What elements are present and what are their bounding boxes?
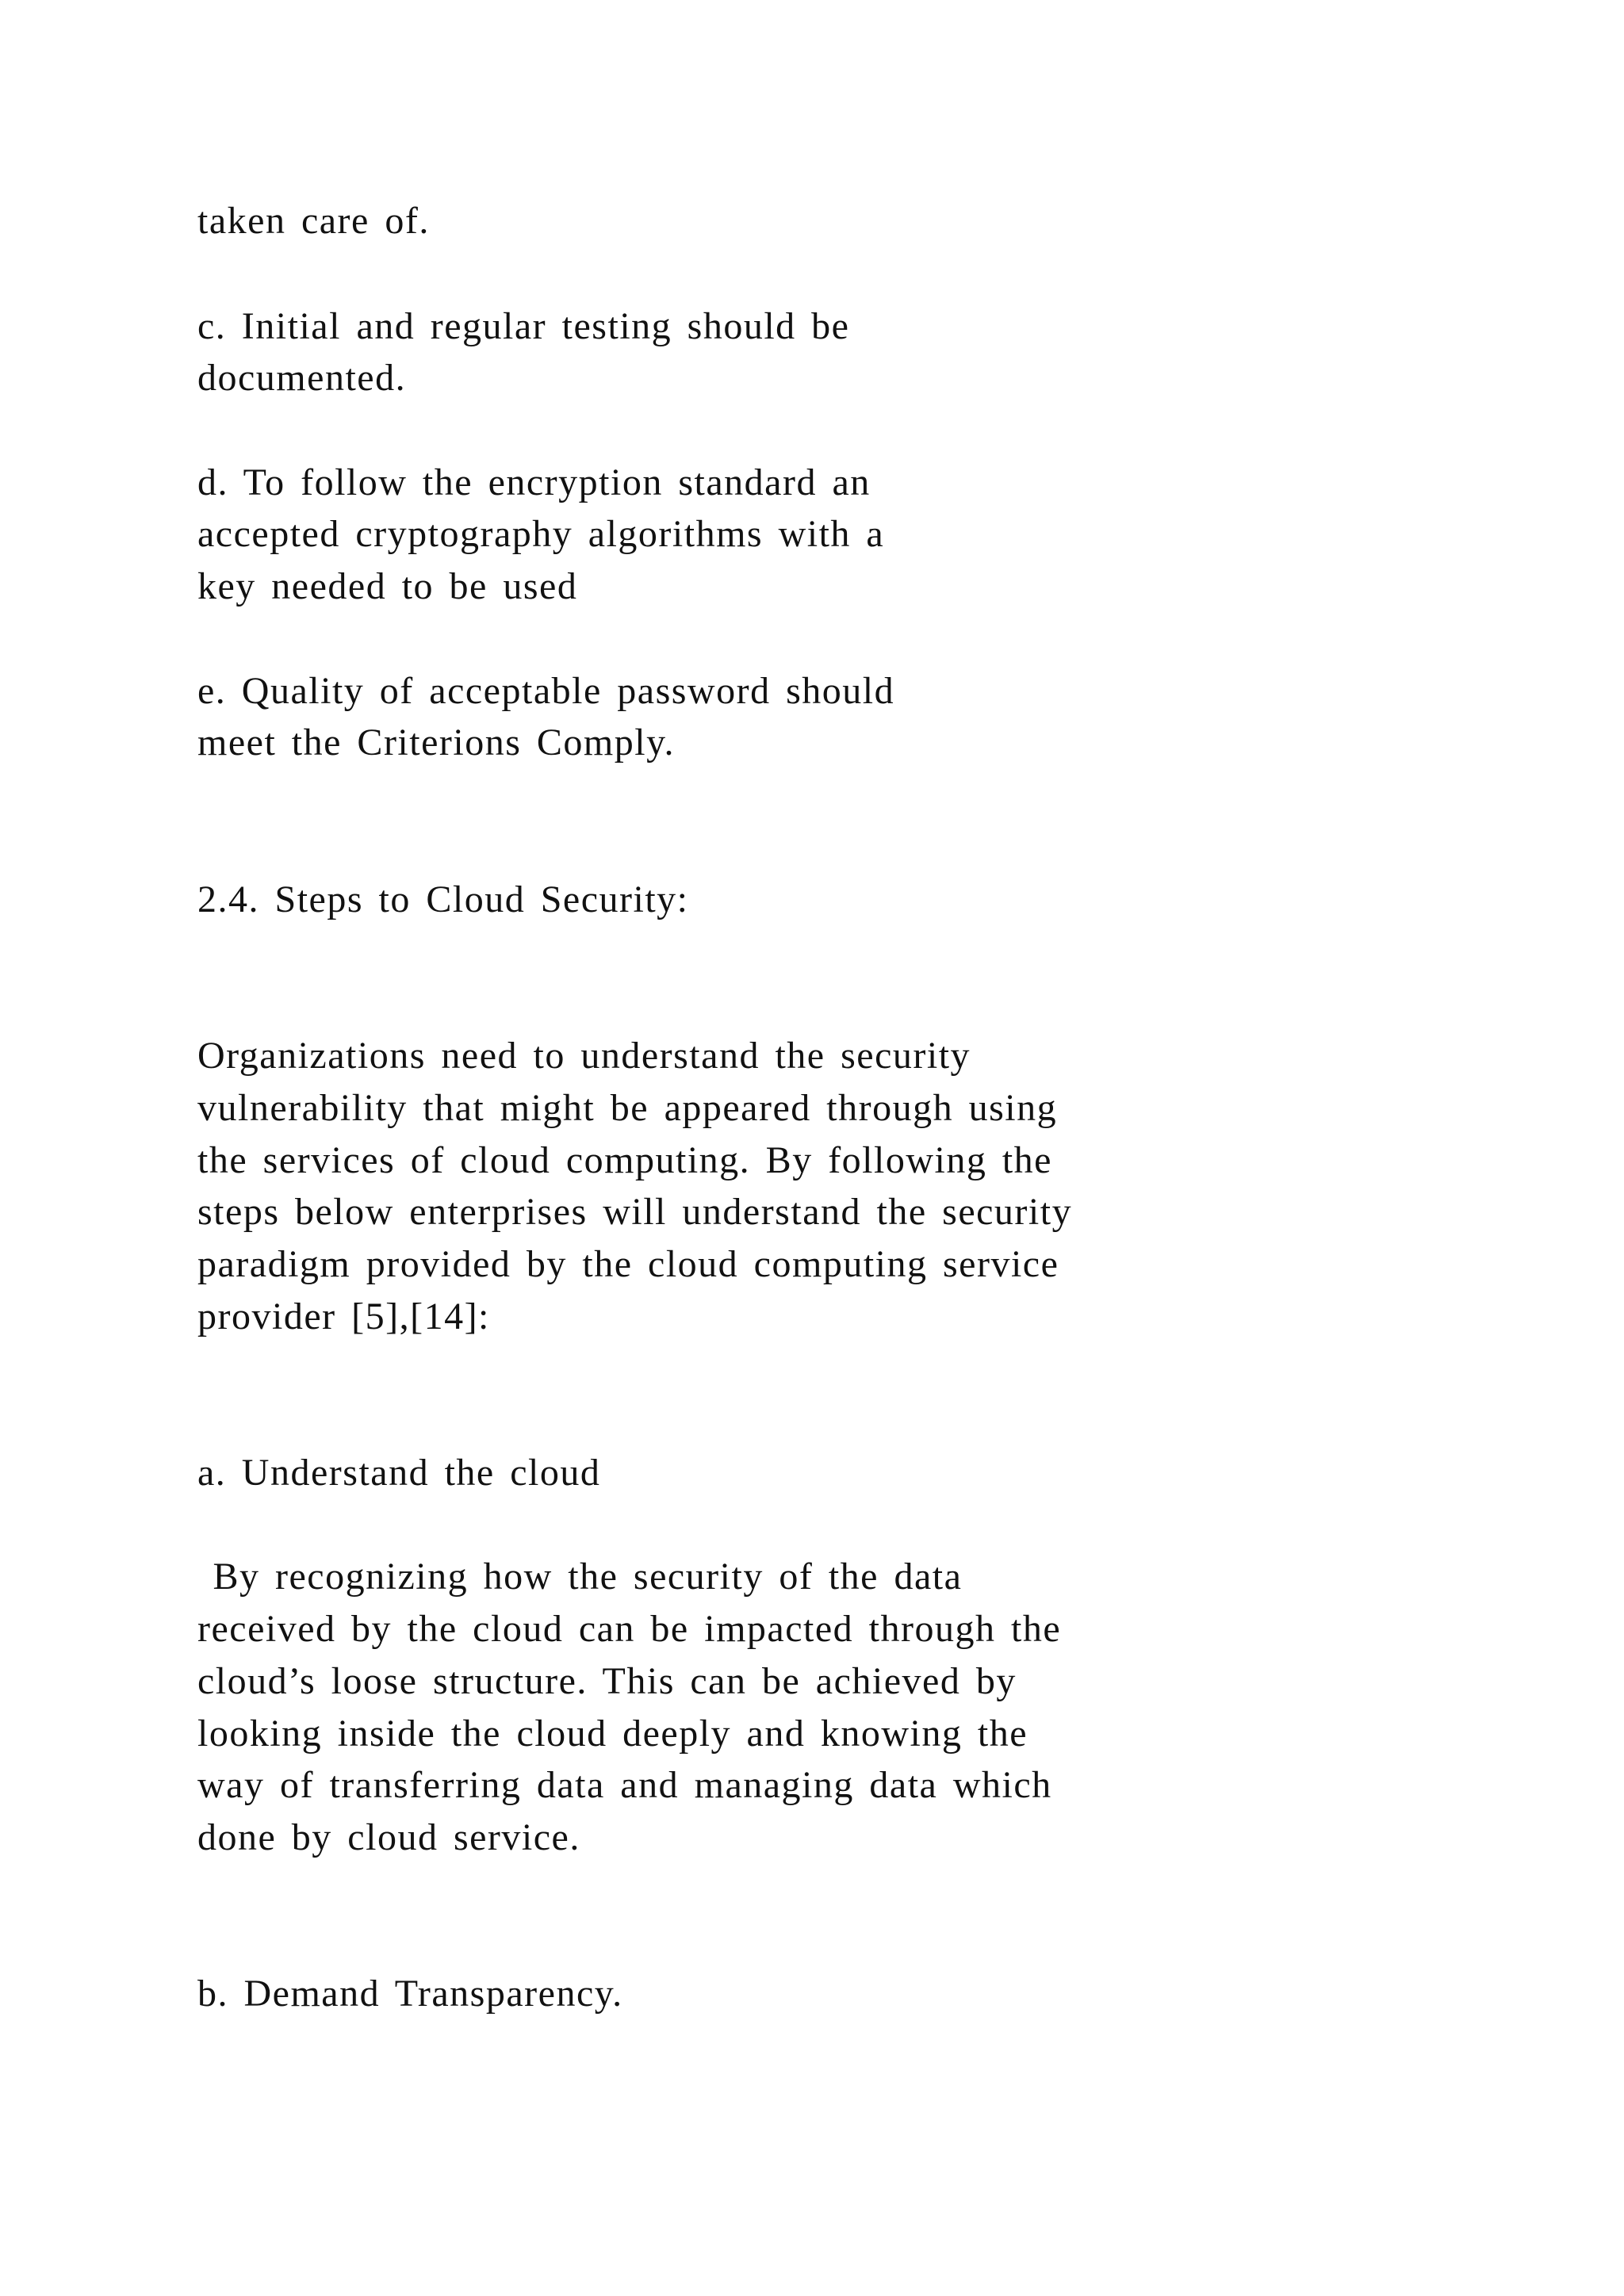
list-item-e-line-2: meet the Criterions Comply. bbox=[197, 721, 675, 763]
step-a-heading: a. Understand the cloud bbox=[197, 1452, 601, 1494]
step-a-paragraph-line-2: received by the cloud can be impacted through the bbox=[197, 1608, 1062, 1650]
list-item-c-line-2: documented. bbox=[197, 357, 407, 399]
intro-paragraph-line-6: provider [5],[14]: bbox=[197, 1295, 490, 1337]
list-item-b-tail: taken care of. bbox=[197, 200, 430, 242]
step-a-paragraph-line-1: By recognizing how the security of the data bbox=[197, 1556, 963, 1598]
list-item-d-line-1: d. To follow the encryption standard an bbox=[197, 461, 871, 503]
intro-paragraph-line-2: vulnerability that might be appeared through using bbox=[197, 1087, 1058, 1129]
step-b-heading: b. Demand Transparency. bbox=[197, 1973, 623, 2015]
intro-paragraph-line-4: steps below enterprises will understand the security bbox=[197, 1191, 1073, 1233]
intro-paragraph-line-3: the services of cloud computing. By following the bbox=[197, 1139, 1052, 1181]
intro-paragraph-line-5: paradigm provided by the cloud computing service bbox=[197, 1243, 1059, 1285]
intro-paragraph-line-1: Organizations need to understand the security bbox=[197, 1035, 971, 1077]
section-heading: 2.4. Steps to Cloud Security: bbox=[197, 878, 689, 920]
step-a-paragraph-line-3: cloud’s loose structure. This can be achieved by bbox=[197, 1660, 1017, 1702]
list-item-d-line-2: accepted cryptography algorithms with a bbox=[197, 513, 885, 555]
step-a-paragraph-line-5: way of transferring data and managing data which bbox=[197, 1764, 1052, 1806]
step-a-paragraph-line-4: looking inside the cloud deeply and knowing the bbox=[197, 1712, 1028, 1755]
list-item-e-line-1: e. Quality of acceptable password should bbox=[197, 670, 895, 712]
list-item-c-line-1: c. Initial and regular testing should be bbox=[197, 305, 850, 347]
list-item-d-line-3: key needed to be used bbox=[197, 565, 578, 607]
step-a-paragraph-line-6: done by cloud service. bbox=[197, 1816, 580, 1858]
